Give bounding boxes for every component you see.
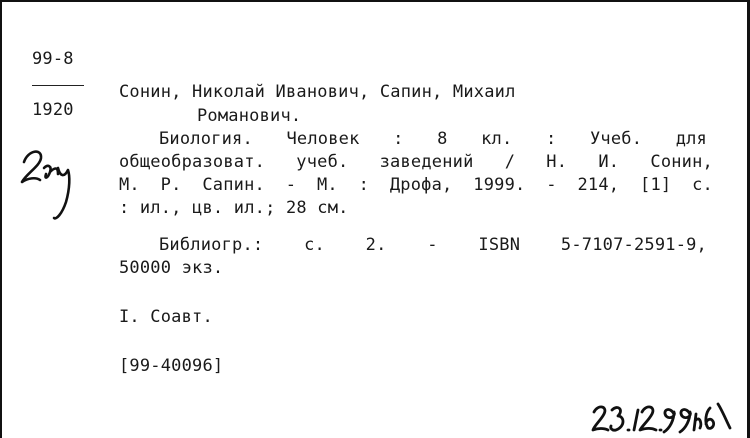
tracing-entry: I. Соавт.: [119, 307, 213, 327]
description-line-4: : ил., цв. ил.; 28 см.: [119, 198, 349, 218]
classification-number-bottom: 1920: [32, 100, 74, 120]
author-heading-line-1: Сонин, Николай Иванович, Сапин, Михаил: [119, 82, 516, 102]
author-heading-line-2: Романович.: [197, 106, 302, 126]
notes-line-2: 50000 экз.: [119, 258, 224, 278]
notes-line-1: Библиогр.: с. 2. - ISBN 5-7107-2591-9,: [159, 235, 707, 255]
control-number: [99-40096]: [119, 356, 224, 376]
classification-number-top: 99-8: [32, 49, 74, 69]
handwritten-date-note: [590, 400, 732, 436]
description-line-1: Биология. Человек : 8 кл. : Учеб. для: [159, 129, 707, 149]
description-line-3: М. Р. Сапин. - М. : Дрофа, 1999. - 214, [1] с.: [119, 175, 713, 195]
classification-divider: [32, 85, 84, 86]
description-line-2: общеобразоват. учеб. заведений / Н. И. Сонин,: [119, 152, 713, 172]
handwritten-side-note: [14, 144, 84, 226]
